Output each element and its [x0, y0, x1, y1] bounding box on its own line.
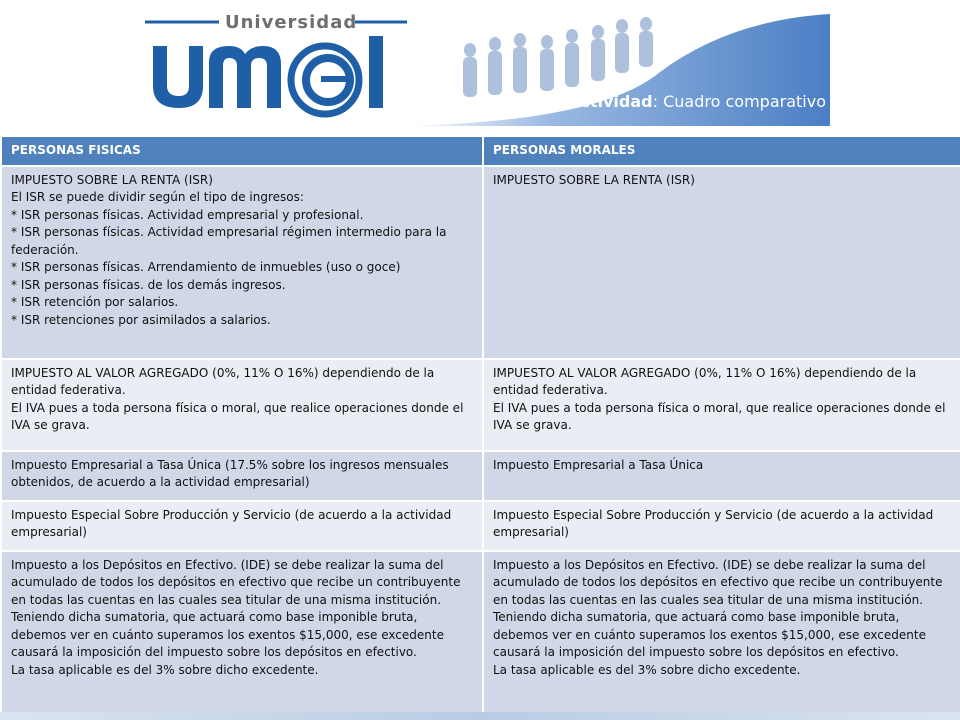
cell-morales: IMPUESTO AL VALOR AGREGADO (0%, 11% O 16%) dependiendo de la entidad federativa. El IVA pues a toda persona física o moral, que realice operaciones donde el IVA se grava. [483, 359, 960, 451]
cell-fisicas: Impuesto a los Depósitos en Efectivo. (IDE) se debe realizar la suma del acumulado de todos los depósitos en efectivo que recibe un contribuyente en todas las cuentas en las cuales sea titular de una misma institución. Teniendo dicha sumatoria, que actuará como base imponible bruta, debemos ver en cuánto superamos los exentos $15,000, ese excedente causará la imposición del impuesto sobre los depósitos en efectivo. La tasa aplicable es del 3% sobre dicho excedente. [1, 551, 483, 719]
table-row [1, 359, 960, 451]
table-row [1, 551, 960, 719]
logo-universidad-text: Universidad [225, 12, 358, 33]
cell-fisicas: IMPUESTO SOBRE LA RENTA (ISR) El ISR se puede dividir según el tipo de ingresos: * ISR personas físicas. Actividad empresarial y profesional. * ISR personas físicas. Actividad empresarial régimen intermedio para la federación. * ISR personas físicas. Arrendamiento de inmuebles (uso o goce) * ISR personas físicas. de los demás ingresos. * ISR retención por salarios. * ISR retenciones por asimilados a salarios. [1, 166, 483, 359]
cell-morales: IMPUESTO SOBRE LA RENTA (ISR) [483, 166, 960, 359]
cell-morales: Impuesto a los Depósitos en Efectivo. (IDE) se debe realizar la suma del acumulado de todos los depósitos en efectivo que recibe un contribuyente en todas las cuentas en las cuales sea titular de una misma institución. Teniendo dicha sumatoria, que actuará como base imponible bruta, debemos ver en cuánto superamos los exentos $15,000, ese excedente causará la imposición del impuesto sobre los depósitos en efectivo. La tasa aplicable es del 3% sobre dicho excedente. [483, 551, 960, 719]
table-row [1, 166, 960, 359]
cell-fisicas: Impuesto Empresarial a Tasa Única (17.5% sobre los ingresos mensuales obtenidos, de acuerdo a la actividad empresarial) [1, 451, 483, 501]
activity-title: Actividad: Cuadro comparativo [568, 92, 826, 111]
table-header-row [1, 136, 960, 166]
cell-fisicas: Impuesto Especial Sobre Producción y Servicio (de acuerdo a la actividad empresarial) [1, 501, 483, 551]
umel-logo [145, 8, 415, 128]
people-silhouettes-icon [463, 17, 653, 97]
comparison-table [0, 135, 960, 720]
cell-morales: Impuesto Empresarial a Tasa Única [483, 451, 960, 501]
header-personas-morales: PERSONAS MORALES [483, 136, 960, 166]
table-row [1, 501, 960, 551]
cell-fisicas: IMPUESTO AL VALOR AGREGADO (0%, 11% O 16%) dependiendo de la entidad federativa. El IVA pues a toda persona física o moral, que realice operaciones donde el IVA se grava. [1, 359, 483, 451]
page-header [0, 0, 960, 135]
table-row [1, 451, 960, 501]
cell-morales: Impuesto Especial Sobre Producción y Servicio (de acuerdo a la actividad empresarial) [483, 501, 960, 551]
bottom-decor-bar [0, 712, 960, 720]
header-personas-fisicas: PERSONAS FISICAS [1, 136, 483, 166]
